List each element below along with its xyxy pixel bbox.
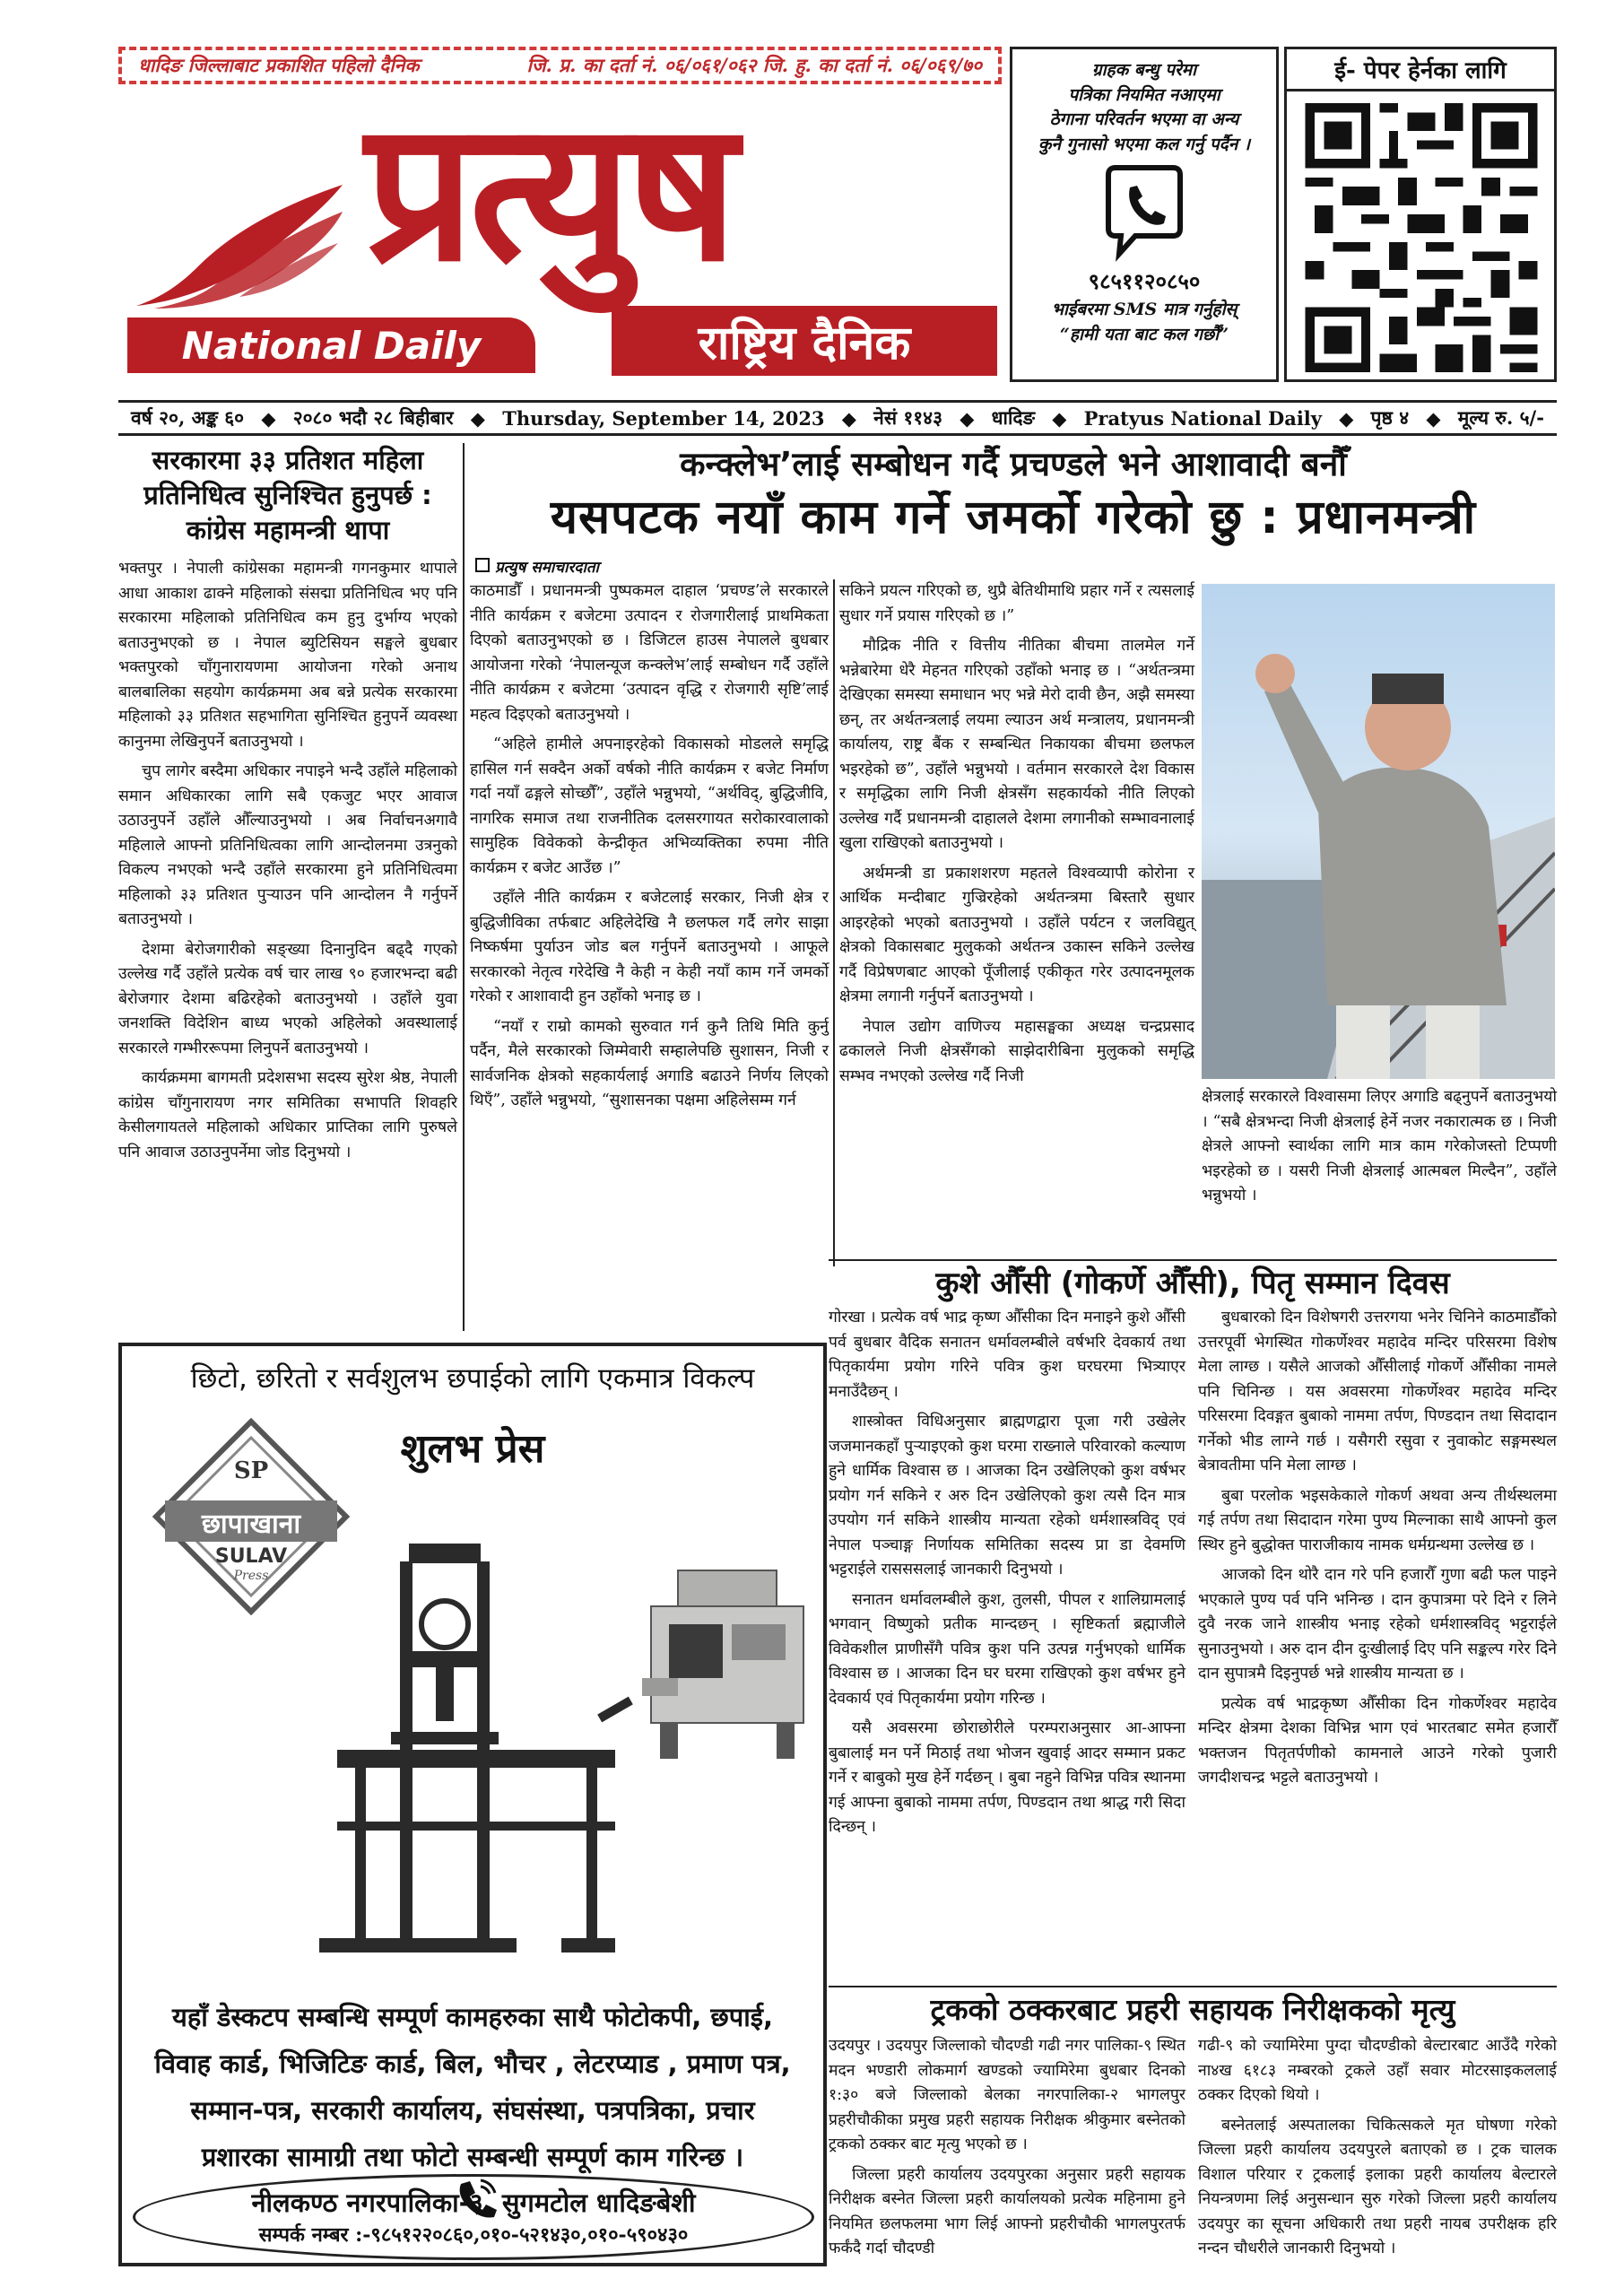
paragraph: कार्यक्रममा बागमती प्रदेशसभा सदस्य सुरेश श्रेष्ठ, नेपाली कांग्रेस चाँगुनारायण नगर समितिका सभापति शिवहरि केसीलगायतले महिलाको अधिकार प्राप्तिका लागि पुरुषले पनि आवाज उठाउनुपर्नेमा जोड दिनुभयो ।	[118, 1069, 457, 1161]
column-divider	[463, 443, 465, 1331]
paragraph: उदयपुर । उदयपुर जिल्लाको चौदण्डी गढी नगर पालिका-९ स्थित मदन भण्डारी लोकमार्ग खण्डको ज्यामिरेमा बुधबार दिनको १:३० बजे जिल्लाको बेलका नगरपालिका-२ भागलपुर प्रहरीचौकीका प्रमुख प्रहरी सहायक निरीक्षक श्रीकुमार बस्नेतको ट्रकको ठक्कर बाट मृत्यु भएको छ ।	[829, 2037, 1185, 2153]
left-story-headline	[118, 443, 457, 548]
ad-tagline: छिटो, छरितो र सर्वशुलभ छपाईको लागि एकमात्र विकल्प	[190, 1362, 755, 1395]
paragraph: सकिने प्रयत्न गरिएको छ, थुप्रै बेतिथीमाथि प्रहार गर्ने र त्यसलाई सुधार गर्ने प्रयास गरिएको छ ।”	[839, 582, 1194, 625]
paper-name: Pratyus National Daily	[1083, 406, 1322, 430]
paragraph: देशमा बेरोजगारीको सङ्ख्या दिनानुदिन बढ्दै गएको उल्लेख गर्दै उहाँले प्रत्येक वर्ष चार लाख ९० हजारभन्दा बढी बेरोजगार देशमा बढिरहेको बताउनुभयो । उहाँले युवा जनशक्ति विदेशिन बाध्य भएको अहिलेको अवस्थालाई सरकारले गम्भीररूपमा लिनुपर्ने बताउनुभयो ।	[118, 940, 457, 1057]
publish-place: धादिङ	[991, 406, 1035, 429]
kushe-headline: कुशे औँसी (गोकर्णे औँसी), पितृ सम्मान दिवस	[935, 1265, 1450, 1301]
paragraph: शास्त्रोक्त विधिअनुसार ब्राह्मणद्वारा पूजा गरी उखेलेर जजमानकहाँ पुऱ्याइएको कुश घरमा राख्नाले परिवारको कल्याण हुने धार्मिक विश्वास छ । आजका दिन उखेलिएको कुश वर्षभर प्रयोग गर्न सकिने र अरु दिन उखेलिएको कुश त्यसै दिन मात्र उपयोग गर्न सकिने शास्त्रीय मान्यता रहेको धर्मशास्त्रविद् एवं नेपाल पञ्चाङ्ग निर्णायक समितिका सदस्य प्रा डा देवमणि भट्टराईले रासससलाई जानकारी दिनुभयो ।	[829, 1413, 1185, 1578]
notice-line: कुनै गुनासो भएमा कल गर्नु पर्दैन ।	[1038, 134, 1251, 154]
paragraph: उहाँले नीति कार्यक्रम र बजेटलाई सरकार, निजी क्षेत्र र बुद्धिजीविका तर्फबाट अहिलेदेखि नै छलफल गर्दै लगेर साझा निष्कर्षमा पुर्याउन जोड बल गर्नुपर्ने बताउनुभयो । आफूले सरकारको नेतृत्व गरेदेखि नै केही न केही नयाँ काम गर्ने जमर्को गरेको र आशावादी हुन उहाँको भनाइ छ ।	[470, 889, 829, 1005]
epaper-qr-panel[interactable]	[1284, 47, 1557, 382]
column-divider	[833, 579, 835, 1266]
ad-contact-region[interactable]	[133, 2174, 814, 2260]
headline-line: सरकारमा ३३ प्रतिशत महिला	[152, 445, 424, 475]
paragraph: गढी-९ को ज्यामिरेमा पुग्दा चौदण्डीको बेल्टारबाट आउँदै गरेको ना४ख ६१८३ नम्बरको ट्रकले उहाँ सवार मोटरसाइकललाई ठक्कर दिएको थियो ।	[1198, 2037, 1557, 2104]
nepal-sambat: नेसं ११४३	[873, 406, 943, 429]
ad-services-line: सम्मान-पत्र, सरकारी कार्यालय, संघसंस्था, पत्रपत्रिका, प्रचार	[190, 2095, 755, 2126]
byline	[475, 556, 599, 577]
registration-number: जि. प्र. का दर्ता नं. ०६/०६१/०६२ जि. हु. का दर्ता नं. ०६/०६९/७०	[526, 54, 982, 76]
paragraph: आजको दिन थोरै दान गरे पनि हजारौँ गुणा बढी फल पाइने भएकाले पुण्य पर्व पनि भनिन्छ । दान कुपात्रमा परे दिने र लिने दुवै नरक जाने शास्त्रीय भनाइ रहेको धर्मशास्त्रविद् भट्टराईले सुनाउनुभयो । अरु दान दीन दुःखीलाई दिए पनि सङ्कल्प गरेर दिने दान सुपात्रमै दिइनुपर्छ भन्ने शास्त्रीय मान्यता छ ।	[1198, 1566, 1557, 1683]
paragraph: “अहिले हामीले अपनाइरहेको विकासको मोडलले समृद्धि हासिल गर्न सक्दैन अर्को वर्षको नीति कार्यक्रम र बजेट निर्माण गर्दा नयाँ ढङ्गले सोच्छौँ”, उहाँले भन्नुभयो, “अर्थविद्, बुद्धिजीवि, नागरिक समाज तथा राजनीतिक दलसरगायत सरोकारवालाको सामुहिक विवेकको केन्द्रीकृत अभिव्यक्तिका रुपमा नीति कार्यक्रम र बजेट आउँछ ।”	[470, 735, 829, 877]
paragraph: क्षेत्रलाई सरकारले विश्वासमा लिएर अगाडि बढ्नुपर्ने बताउनुभयो । “सबै क्षेत्रभन्दा निजी क्षेत्रलाई हेर्ने नजर नकारात्मक छ । निजी क्षेत्रले आफ्नो स्वार्थका लागि मात्र काम गरेकोजस्तो टिप्पणी भइरहेको छ । यसरी निजी क्षेत्रलाई आत्मबल मिल्दैन”, उहाँले भन्नुभयो ।	[1202, 1088, 1557, 1205]
logo-title: प्रत्युष	[365, 79, 733, 304]
notice-line: ग्राहक बन्धु परेमा	[1091, 60, 1197, 80]
paragraph: सनातन धर्मावलम्बीले कुश, तुलसी, पीपल र शालिग्रामलाई भगवान् विष्णुको प्रतीक मान्दछन् । सृष्टिकर्ता ब्रह्माजीले विवेकशील प्राणीसँगै पवित्र कुश पनि उत्पन्न गर्नुभएको धार्मिक विश्वास छ । आजका दिन घर घरमा राखिएको कुश वर्षभर हुने देवकार्य एवं पितृकार्यमा प्रयोग गरिन्छ ।	[829, 1590, 1185, 1708]
paragraph: अर्थमन्त्री डा प्रकाशशरण महतले विश्वव्यापी कोरोना र आर्थिक मन्दीबाट गुज्रिरहेको अर्थतन्त्रमा बिस्तारै सुधार आइरहेको भएको बताउनुभयो । उहाँले पर्यटन र जलविद्युत् क्षेत्रको विकासबाट मुलुकको अर्थतन्त्र उकास्न सकिने उल्लेख गर्दै विप्रेषणबाट आएको पूँजीलाई एकीकृत गरेर उत्पादनमूलक क्षेत्रमा लगानी गर्नुपर्ने बताउनुभयो ।	[839, 864, 1194, 1005]
date-english: Thursday, September 14, 2023	[502, 406, 825, 430]
paragraph: नेपाल उद्योग वाणिज्य महासङ्घका अध्यक्ष चन्द्रप्रसाद ढकालले निजी क्षेत्रसँगको साझेदारीबिना मुलुकको समृद्धि सम्भव नभएको उल्लेख गर्दै निजी	[839, 1017, 1194, 1085]
qr-code-icon[interactable]	[1303, 103, 1540, 372]
paragraph: जिल्ला प्रहरी कार्यालय उदयपुरका अनुसार प्रहरी सहायक निरीक्षक बस्नेत जिल्ला प्रहरी कार्यालयको प्रत्येक महिनामा हुने नियमित छलफलमा भाग लिई आफ्नो प्रहरीचौकी भागलपुरतर्फ फर्कंदै गर्दा चौदण्डी	[829, 2165, 1185, 2257]
qr-title: ई- पेपर हेर्नका लागि	[1287, 49, 1554, 91]
logo-national-daily: National Daily	[127, 317, 535, 373]
viber-icon	[1099, 164, 1189, 263]
date-nepali: २०८० भदौ २८ बिहीबार	[292, 406, 454, 429]
price: मूल्य रु. ५/-	[1457, 406, 1544, 429]
ad-services-line: प्रशारका सामाग्री तथा फोटो सम्बन्धी सम्पूर्ण काम गरिन्छ ।	[201, 2142, 744, 2172]
logo-english: SULAV	[214, 1545, 288, 1568]
main-col-3	[1202, 1085, 1557, 1214]
main-subhead: कन्क्लेभ’लाई सम्बोधन गर्दै प्रचण्डले भने आशावादी बनौँ	[680, 445, 1347, 483]
kushe-col-2	[1198, 1306, 1557, 1796]
bullet: ◆	[960, 406, 975, 430]
bullet: ◆	[1339, 406, 1354, 430]
wing-emblem-icon	[127, 176, 352, 310]
notice-line: पत्रिका नियमित नआएमा	[1068, 84, 1220, 105]
paragraph: मौद्रिक नीति र वित्तीय नीतिका बीचमा तालमेल गर्ने भन्नेबारेमा धेरै मेहनत गरिएको उहाँको भनाइ छ । “अर्थतन्त्रमा देखिएका समस्या समाधान भए भन्ने मेरो दावी छैन, अझै समस्या छन्, तर अर्थतन्त्रलाई लयमा ल्याउन अर्थ मन्त्रालय, प्रधानमन्त्री कार्यालय, राष्ट्र बैंक र सम्बन्धित निकायका बीचमा छलफल भइरहेको छ”, उहाँले भन्नुभयो । वर्तमान सरकारले देश विकास र समृद्धिका लागि निजी क्षेत्रसँग सहकार्यको नीति लिएको उल्लेख गर्दै प्रधानमन्त्री दाहालले देशमा लगानीको सम्भावनालाई खुला राखिएको बताउनुभयो ।	[839, 637, 1194, 852]
logo-nepali: छापाखाना	[201, 1509, 301, 1540]
paragraph: यसै अवसरमा छोराछोरीले परम्पराअनुसार आ-आफ्ना बुबालाई मन पर्ने मिठाई तथा भोजन खुवाई आदर सम्मान प्रकट गर्ने र बाबुको मुख हेर्ने गर्दछन् । बुबा नहुने विभिन्न पवित्र स्थानमा गई आफ्ना बुबाको नाममा तर्पण, पिण्डदान तथा श्राद्ध गरी सिदा दिन्छन् ।	[829, 1719, 1185, 1836]
bullet: ◆	[1052, 406, 1067, 430]
truck-col-1	[829, 2034, 1185, 2267]
viber-instruction: भाईबरमा SMS मात्र गर्नुहोस्	[1051, 299, 1238, 319]
main-col-1	[470, 579, 829, 1119]
byline-text: प्रत्युष समाचारदाता	[495, 559, 599, 577]
section-rule	[829, 1259, 1557, 1261]
paragraph: प्रत्येक वर्ष भाद्रकृष्ण औँसीका दिन गोकर्णेश्वर महादेव मन्दिर क्षेत्रमा देशका विभिन्न भाग एवं भारतबाट समेत हजारौँ भक्तजन पितृतर्पणीको कामनाले आउने गरेको पुजारी जगदीशचन्द्र भट्टले बताउनुभयो ।	[1198, 1694, 1557, 1787]
notice-line: ठेगाना परिवर्तन भएमा वा अन्य	[1049, 109, 1239, 130]
bullet: ◆	[1426, 406, 1441, 430]
truck-headline: ट्रकको ठक्करबाट प्रहरी सहायक निरीक्षकको मृत्यु	[930, 1992, 1455, 2027]
bullet: ◆	[261, 406, 276, 430]
paragraph: बस्नेतलाई अस्पतालका चिकित्सकले मृत घोषणा गरेको जिल्ला प्रहरी कार्यालय उदयपुरले बताएको छ । ट्रक चालक विशाल परियार र ट्रकलाई इलाका प्रहरी कार्यालय बेल्टारले नियन्त्रणमा लिई अनुसन्धान सुरु गरेको जिल्ला प्रहरी कार्यालय उदयपुर का सूचना अधिकारी तथा प्रहरी नायब उपरीक्षक हरि नन्दन चौधरीले जानकारी दिनुभयो ।	[1198, 2116, 1557, 2257]
main-headline: यसपटक नयाँ काम गर्ने जमर्को गरेको छु : प्रधानमन्त्री	[550, 491, 1477, 544]
byline-box-icon	[475, 558, 490, 572]
section-rule	[829, 1986, 1557, 1987]
paragraph: चुप लागेर बस्दैमा अधिकार नपाइने भन्दै उहाँले महिलाको समान अधिकारका लागि सबै एकजुट भएर आवाज उठाउनुपर्ने उहाँले औँल्याउनुभयो । अब निर्वाचनअगावै महिलाले आफ्नो प्रतिनिधित्वका लागि आन्दोलनमा उत्रनुको विकल्प नभएको भन्दै उहाँले सरकारमा हुने प्रतिनिधित्वमा महिलाको ३३ प्रतिशत पुऱ्याउन पनि आन्दोलन नै गर्नुपर्ने बताउनुभयो ।	[118, 762, 457, 928]
truck-col-2	[1198, 2034, 1557, 2267]
bullet: ◆	[841, 406, 856, 430]
prime-minister-photo	[1202, 584, 1555, 1079]
truck-story[interactable]	[829, 1989, 1557, 2276]
notice-closing: “हामी यता बाट कल गर्छौं”	[1059, 324, 1229, 344]
masthead-tagline: धादिङ जिल्लाबाट प्रकाशित पहिलो दैनिक	[138, 54, 420, 76]
kushe-col-1	[829, 1306, 1185, 1846]
ad-services-line: यहाँ डेस्कटप सम्बन्धि सम्पूर्ण कामहरुका साथै फोटोकपी, छपाई,	[172, 2002, 773, 2032]
photo-illustration	[1202, 584, 1555, 1079]
logo-rastriya-dainik: राष्ट्रिय दैनिक	[612, 306, 997, 376]
bullet: ◆	[470, 406, 485, 430]
ad-address-text: नीलकण्ठ नगरपालिका-३, सुगमटोल धादिङबेशी	[251, 2187, 696, 2218]
paragraph: काठमाडौँ । प्रधानमन्त्री पुष्पकमल दाहाल ‘प्रचण्ड’ले सरकारले नीति कार्यक्रम र बजेटमा उत्पादन र रोजगारीलाई प्राथमिकता दिएको बताउनुभएको छ । डिजिटल हाउस नेपालले बुधबार आयोजना गरेको ‘नेपालन्यूज कन्क्लेभ’लाई सम्बोधन गर्दै उहाँले नीति कार्यक्रम र बजेटमा ‘उत्पादन वृद्धि र रोजगारी सृष्टि’लाई महत्व दिइएको बताउनुभयो ।	[470, 582, 829, 724]
paragraph: बुधबारको दिन विशेषगरी उत्तरगया भनेर चिनिने काठमाडौँको उत्तरपूर्वी भेगस्थित गोकर्णेश्वर महादेव मन्दिर परिसरमा विशेष मेला लाग्छ । यसैले आजको औँसीलाई गोकर्णे औँसीका नामले पनि चिनिन्छ । यस अवसरमा गोकर्णेश्वर महादेव मन्दिर परिसरमा दिवङ्गत बुबाको नाममा तर्पण, पिण्डदान तथा सिदादान गर्नेको भीड लाग्ने गर्छ । यसैगरी रसुवा र नुवाकोट सङ्गमस्थल बेत्रावतीमा पनि मेला लाग्छ ।	[1198, 1309, 1557, 1474]
left-story[interactable]	[118, 443, 457, 1331]
offset-printer-illustration	[642, 1552, 812, 1768]
paragraph: भक्तपुर । नेपाली कांग्रेसका महामन्त्री गगनकुमार थापाले आधा आकाश ढाक्ने महिलाको संसद्मा प्रतिनिधित्व भए पनि सरकारमा महिलाको प्रतिनिधित्व कम हुनु दुर्भाग्य भएको बताउनुभएको छ । नेपाल ब्युटिसियन सङ्घले बुधबार भक्तपुरको चाँगुनारायणमा आयोजना गरेको अनाथ बालबालिका सहयोग कार्यक्रममा अब बन्ने प्रत्येक सरकारमा महिलाको ३३ प्रतिशत सहभागिता सुनिश्चित हुनुपर्ने व्यवस्था कानुनमा लेखिनुपर्ने बताउनुभयो ।	[118, 560, 457, 751]
headline-line: प्रतिनिधित्व सुनिश्चित हुनुपर्छ :	[143, 480, 432, 510]
logo-sp: SP	[233, 1457, 269, 1484]
issue-number: वर्ष २०, अङ्क ६०	[131, 406, 245, 429]
paragraph: “नयाँ र राम्रो कामको सुरुवात गर्न कुनै तिथि मिति कुर्नु पर्दैन, मैले सरकारको जिम्मेवारी सम्हालेपछि सुशासन, निजी र सार्वजनिक क्षेत्रको सहकार्यलाई अगाडि बढाउने निर्णय लिएको थिएँ”, उहाँले भन्नुभयो, “सुशासनका पक्षमा अहिलेसम्म गर्न	[470, 1017, 829, 1109]
headline-line: कांग्रेस महामन्त्री थापा	[186, 515, 390, 545]
subscriber-notice	[1010, 47, 1279, 382]
left-story-body	[118, 557, 457, 1165]
ad-services-line: विवाह कार्ड, भिजिटिङ कार्ड, बिल, भौचर , लेटरप्याड , प्रमाण पत्र,	[154, 2048, 791, 2079]
printing-press-illustration	[301, 1526, 642, 1974]
paragraph: गोरखा । प्रत्येक वर्ष भाद्र कृष्ण औँसीका दिन मनाइने कुशे औँसी पर्व बुधबार वैदिक सनातन धर्मावलम्बीले वर्षभरि देवकार्य तथा पितृकार्यमा प्रयोग गरिने पवित्र कुश घरघरमा भित्र्याएर मनाउँदैछन् ।	[829, 1309, 1185, 1401]
ad-business-name: शुलभ प्रेस	[400, 1426, 545, 1472]
page-count: पृष्ठ ४	[1370, 406, 1410, 429]
ad-contact-numbers[interactable]: सम्पर्क नम्बर :-९८५१२२०८६०,०१०-५२१४३०,०१०-५९०४३०	[258, 2223, 689, 2247]
masthead-logo[interactable]	[118, 79, 1002, 380]
issue-info-bar	[118, 400, 1557, 436]
paragraph: बुबा परलोक भइसकेकाले गोकर्ण अथवा अन्य तीर्थस्थलमा गई तर्पण तथा सिदादान गरेमा पुण्य मिल्नाका साथै आफ्नो कुल स्थिर हुने बुद्धोक्त पाराजीकाय नामक धर्मग्रन्थमा उल्लेख छ ।	[1198, 1486, 1557, 1554]
logo-press: Press	[233, 1569, 269, 1583]
phone-number[interactable]: ९८५११२०८५०	[1088, 268, 1201, 295]
main-col-2	[839, 579, 1194, 1094]
kushe-story[interactable]	[829, 1263, 1557, 1836]
